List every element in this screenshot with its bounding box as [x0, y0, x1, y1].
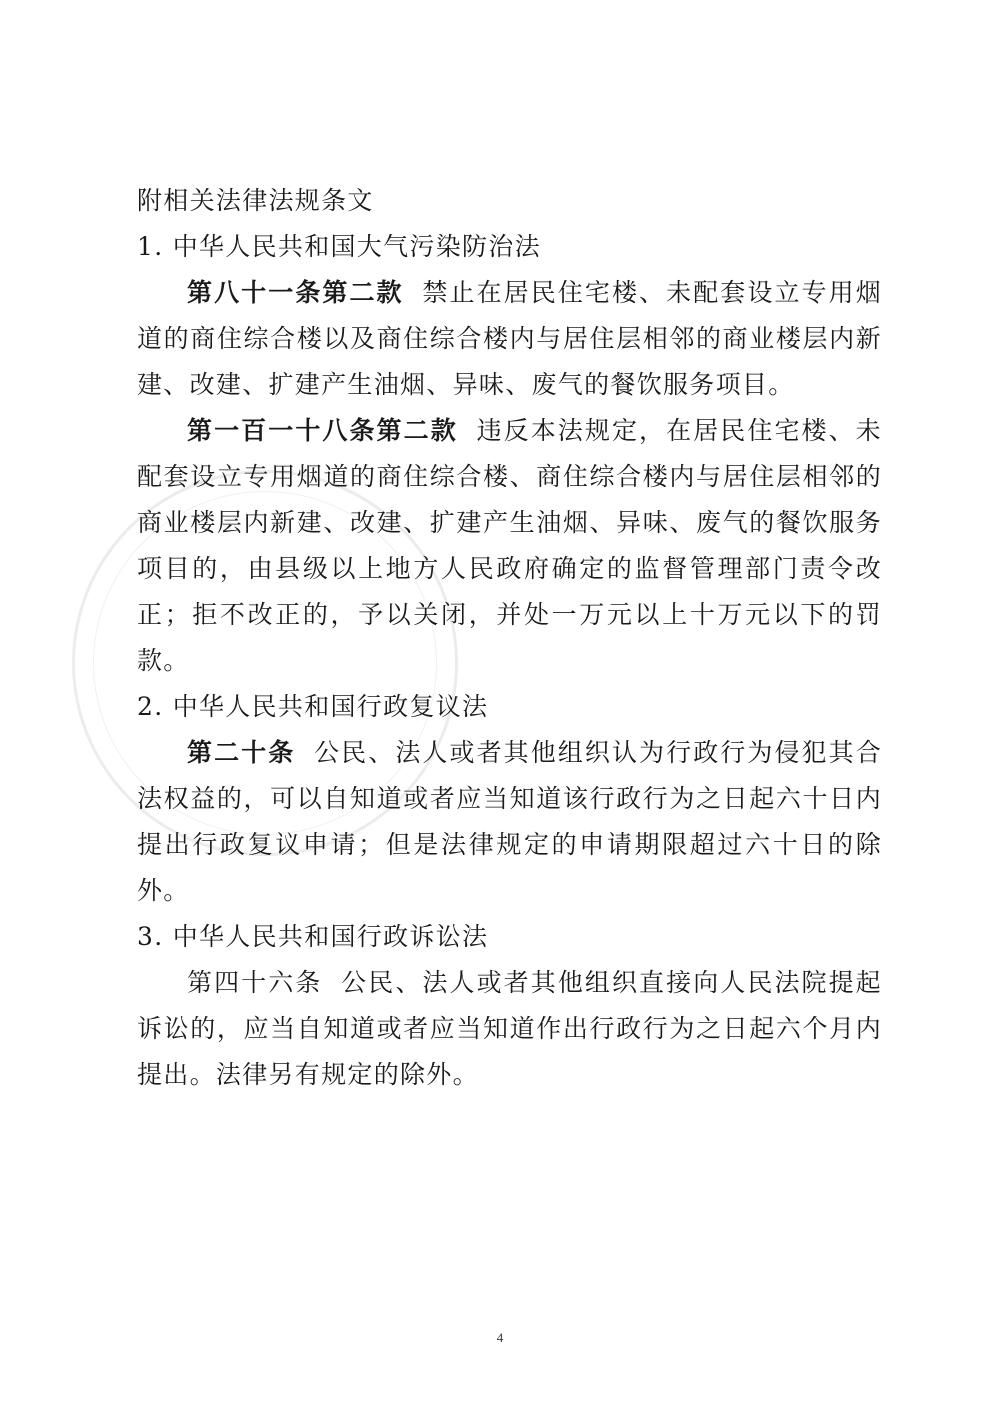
- article-paragraph: [137, 270, 882, 408]
- article-label: 第一百一十八条第二款: [187, 416, 458, 445]
- section-heading-air-pollution-law: 1. 中华人民共和国大气污染防治法: [137, 232, 541, 261]
- article-label: 第四十六条: [187, 968, 323, 997]
- article-paragraph: [137, 960, 882, 1098]
- article-paragraph: [137, 408, 882, 684]
- article-text: 公民、法人或者其他组织认为行政行为侵犯其合法权益的，可以自知道或者应当知道该行政行为之日起六十日内提出行政复议申请；但是法律规定的申请期限超过六十日的除外。: [137, 738, 882, 905]
- section-heading-administrative-reconsideration-law: 2. 中华人民共和国行政复议法: [137, 692, 489, 721]
- article-text: 禁止在居民住宅楼、未配套设立专用烟道的商住综合楼以及商住综合楼内与居住层相邻的商业楼层内新建、改建、扩建产生油烟、异味、废气的餐饮服务项目。: [137, 278, 882, 399]
- section-heading-administrative-litigation-law: 3. 中华人民共和国行政诉讼法: [137, 922, 489, 951]
- article-paragraph: [137, 730, 882, 914]
- document-title: 附相关法律法规条文: [137, 186, 374, 215]
- article-label: 第八十一条第二款: [187, 278, 404, 307]
- article-label: 第二十条: [187, 738, 296, 767]
- article-text: 违反本法规定，在居民住宅楼、未配套设立专用烟道的商住综合楼、商住综合楼内与居住层相邻的商业楼层内新建、改建、扩建产生油烟、异味、废气的餐饮服务项目的，由县级以上地方人民政府确定的监督管理部门责令改正；拒不改正的，予以关闭，并处一万元以上十万元以下的罚款。: [137, 416, 882, 675]
- article-text: 公民、法人或者其他组织直接向人民法院提起诉讼的，应当自知道或者应当知道作出行政行为之日起六个月内提出。法律另有规定的除外。: [137, 968, 882, 1089]
- page-number: 4: [496, 1330, 504, 1345]
- document-body: [137, 178, 882, 1098]
